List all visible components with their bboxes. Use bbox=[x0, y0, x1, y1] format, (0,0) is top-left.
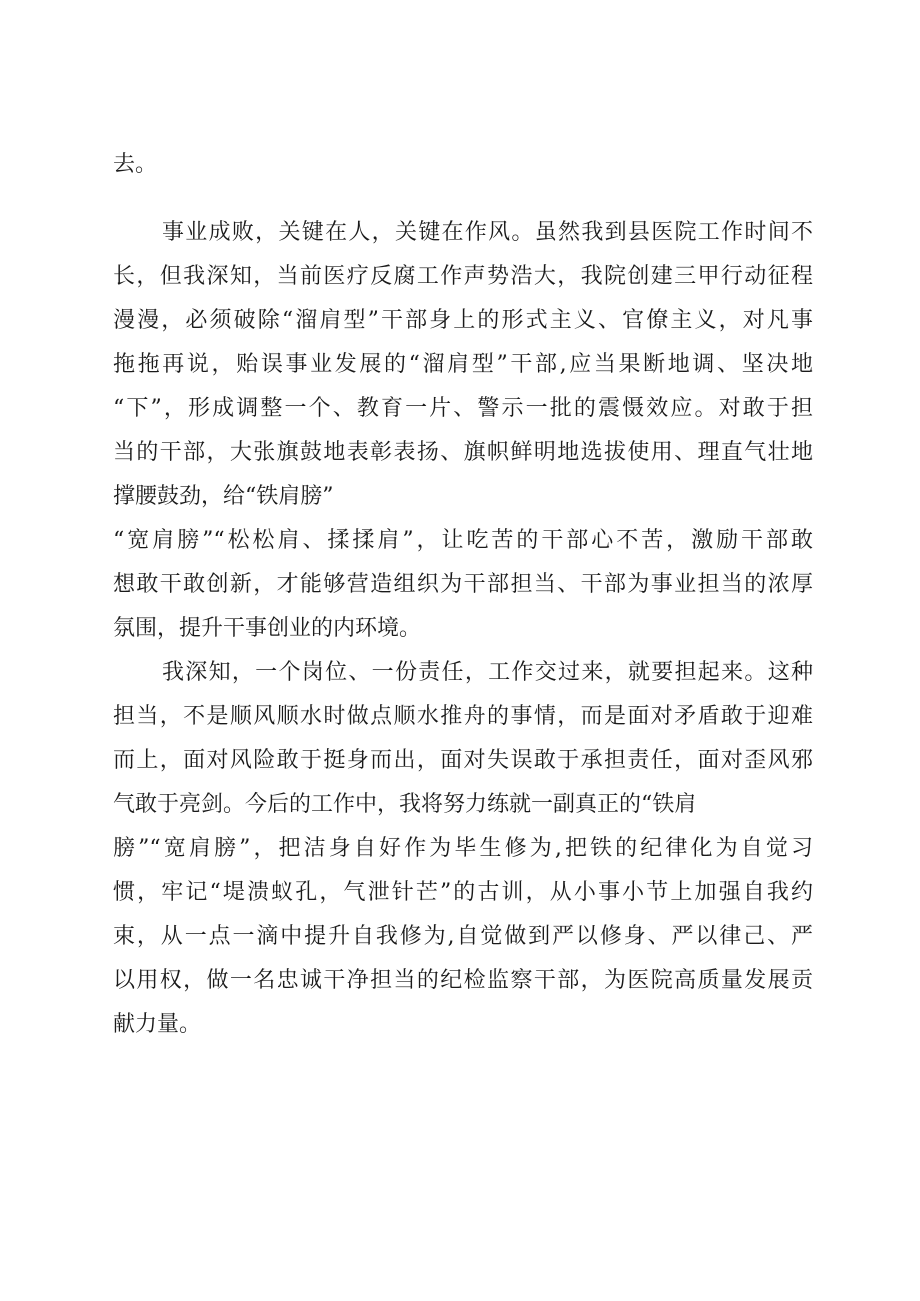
paragraph-2-line-2: 担当，不是顺风顺水时做点顺水推舟的事情，而是面对矛盾敢于迎难 bbox=[113, 704, 813, 729]
paragraph-1-line-3: 漫漫，必须破除“溜肩型”干部身上的形式主义、官僚主义，对凡事 bbox=[113, 308, 813, 333]
paragraph-2-line-4: 气敢于亮剑。今后的工作中，我将努力练就一副真正的“铁肩 bbox=[113, 792, 697, 817]
paragraph-2-line-5: 膀”“宽肩膀”，把洁身自好作为毕生修为,把铁的纪律化为自觉习 bbox=[113, 836, 813, 861]
paragraph-1-line-7: 撑腰鼓劲，给“铁肩膀” bbox=[113, 484, 334, 509]
paragraph-2-line-6: 惯，牢记“堤溃蚁孔，气泄针芒”的古训，从小事小节上加强自我约 bbox=[113, 880, 813, 905]
paragraph-1-line-6: 当的干部，大张旗鼓地表彰表扬、旗帜鲜明地选拔使用、理直气壮地 bbox=[113, 440, 813, 465]
paragraph-1-line-10: 氛围，提升干事创业的内环境。 bbox=[113, 616, 422, 641]
paragraph-1-line-8: “宽肩膀”“松松肩、揉揉肩”，让吃苦的干部心不苦，激励干部敢 bbox=[113, 528, 813, 553]
paragraph-1-line-4: 拖拖再说，贻误事业发展的“溜肩型”干部,应当果断地调、坚决地 bbox=[113, 352, 813, 377]
paragraph-1-line-2: 长，但我深知，当前医疗反腐工作声势浩大，我院创建三甲行动征程 bbox=[113, 264, 813, 289]
paragraph-2-line-1: 我深知，一个岗位、一份责任，工作交过来，就要担起来。这种 bbox=[162, 660, 813, 685]
paragraph-1-line-5: “下”，形成调整一个、教育一片、警示一批的震慑效应。对敢于担 bbox=[113, 396, 813, 421]
paragraph-1-line-1: 事业成败，关键在人，关键在作风。虽然我到县医院工作时间不 bbox=[162, 220, 813, 245]
paragraph-2-line-7: 束，从一点一滴中提升自我修为,自觉做到严以修身、严以律己、严 bbox=[113, 924, 813, 949]
paragraph-1-line-9: 想敢干敢创新，才能够营造组织为干部担当、干部为事业担当的浓厚 bbox=[113, 572, 813, 597]
text-line-1: 去。 bbox=[113, 152, 158, 177]
paragraph-2-line-3: 而上，面对风险敢于挺身而出，面对失误敢于承担责任，面对歪风邪 bbox=[113, 748, 813, 773]
paragraph-2-line-8: 以用权，做一名忠诚干净担当的纪检监察干部，为医院高质量发展贡 bbox=[113, 968, 813, 993]
paragraph-2-line-9: 献力量。 bbox=[113, 1012, 202, 1037]
